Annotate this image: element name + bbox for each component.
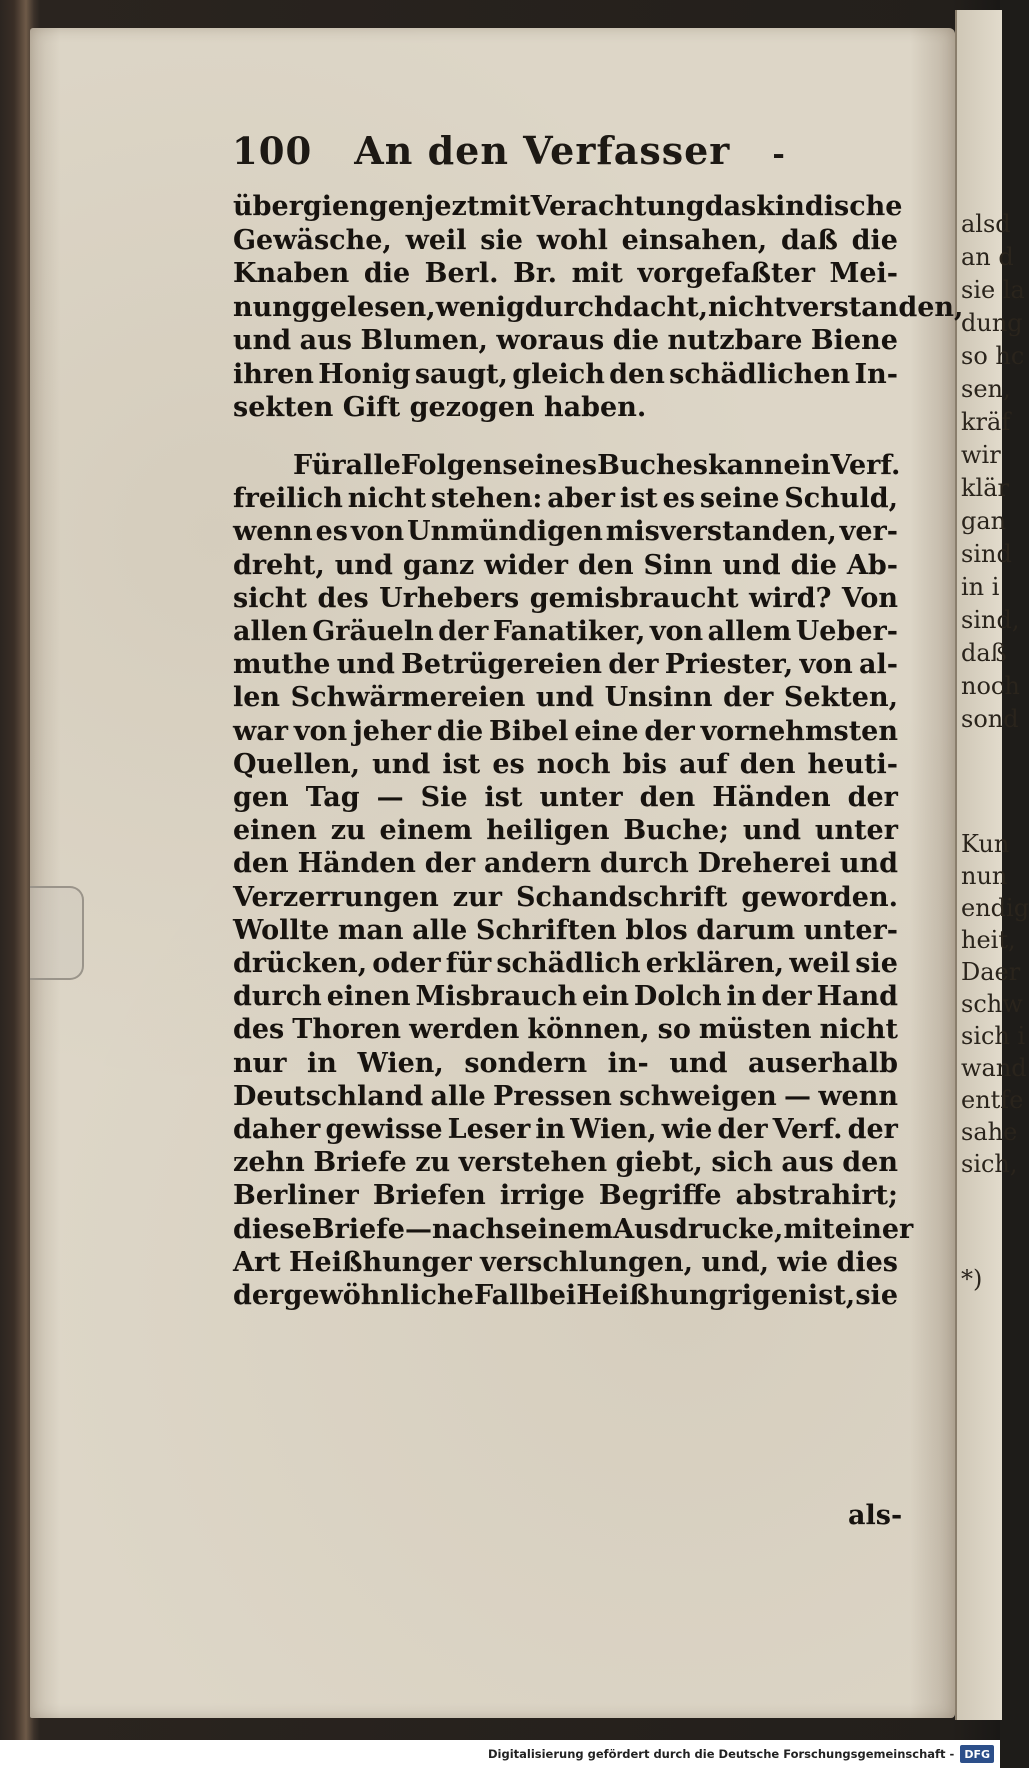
- text-line: sicht des Urhebers gemisbraucht wird? Von: [233, 582, 898, 614]
- adjacent-page-fragment: sind: [961, 540, 1012, 568]
- text-line: war von jeher die Bibel eine der vornehmsten: [233, 715, 898, 747]
- page-header: [232, 128, 785, 178]
- text-line: und aus Blumen, woraus die nutzbare Biene: [233, 325, 898, 356]
- adjacent-page-fragment: sie la: [961, 276, 1025, 304]
- text-line: muthe und Betrügereien der Priester, von al‐: [233, 649, 898, 681]
- header-dash: -: [772, 137, 785, 172]
- adjacent-page-fragment: daß: [961, 639, 1007, 667]
- dfg-logo: DFG: [960, 1745, 994, 1763]
- text-line: Deutschland alle Pressen schweigen — wenn: [233, 1080, 898, 1112]
- text-line: Gewäsche, weil sie wohl einsahen, daß die: [233, 224, 898, 256]
- text-line: daher gewisse Leser in Wien, wie der Verf. der: [233, 1114, 898, 1145]
- text-line: sekten Gift gezogen haben.: [233, 392, 647, 423]
- text-line: freilich nicht stehen: aber ist es seine Schuld,: [233, 483, 898, 515]
- page-number: 100: [232, 129, 313, 173]
- adjacent-page-fragment: sahe: [961, 1118, 1018, 1146]
- text-line: Für alle Folgen seines Buches kann ein Verf.: [293, 450, 901, 481]
- adjacent-page-fragment: nun: [961, 862, 1008, 890]
- text-line: gen Tag — Sie ist unter den Händen der: [233, 782, 898, 813]
- catchword: als‐: [848, 1500, 903, 1531]
- adjacent-page-fragment: sind,: [961, 606, 1020, 634]
- text-line: Art Heißhunger verschlungen, und, wie dies: [233, 1246, 898, 1278]
- text-line: übergiengen jezt mit Verachtung das kindische: [233, 191, 903, 222]
- text-line: dreht, und ganz wider den Sinn und die Ab‐: [233, 549, 898, 581]
- adjacent-page-fragment: wand: [961, 1054, 1027, 1082]
- text-line: einen zu einem heiligen Buche; und unter: [233, 815, 898, 847]
- adjacent-page-fragment: entfe: [961, 1086, 1024, 1114]
- adjacent-page-fragment: Daer: [961, 958, 1021, 986]
- adjacent-page-fragment: dung: [961, 309, 1023, 337]
- page-clip: [30, 886, 84, 980]
- footer-credit: Digitalisierung gefördert durch die Deutsche Forschungsgemeinschaft -: [487, 1747, 955, 1761]
- adjacent-page-fragment: an d: [961, 243, 1014, 271]
- text-line: Quellen, und ist es noch bis auf den heuti‐: [233, 748, 898, 780]
- adjacent-page-edge: [955, 10, 1029, 1720]
- text-line: nung gelesen, wenig durchdacht, nicht verstanden,: [233, 291, 964, 323]
- adjacent-page-fragment: Kun: [961, 830, 1010, 858]
- digitization-footer: [0, 1740, 1000, 1768]
- adjacent-page-fragment: sich,: [961, 1150, 1018, 1178]
- adjacent-page-fragment: noch: [961, 672, 1020, 700]
- text-line: durch einen Misbrauch ein Dolch in der Hand: [233, 981, 898, 1013]
- text-line: drücken, oder für schädlich erklären, weil sie: [233, 948, 898, 979]
- adjacent-page-fragment: heit,: [961, 926, 1016, 954]
- adjacent-page-fragment: klär: [961, 474, 1009, 502]
- adjacent-page-fragment: kräf: [961, 408, 1011, 436]
- adjacent-page-fragment: so hc: [961, 342, 1025, 370]
- adjacent-page-fragment: alsd: [961, 210, 1011, 238]
- text-line: Verzerrungen zur Schandschrift geworden.: [233, 881, 898, 913]
- text-line: wenn es von Unmündigen misverstanden, ver‐: [233, 516, 898, 548]
- adjacent-page-fragment: sond: [961, 705, 1019, 733]
- text-line: Knaben die Berl. Br. mit vorgefaßter Mei‐: [233, 258, 898, 289]
- text-line: zehn Briefe zu verstehen giebt, sich aus den: [233, 1147, 898, 1179]
- text-line: ihren Honig saugt, gleich den schädlichen In‐: [233, 358, 898, 390]
- text-line: diese Briefe — nach seinem Ausdrucke, mit einer: [233, 1213, 914, 1245]
- text-line: nur in Wien, sondern in‐ und auserhalb: [233, 1047, 898, 1079]
- running-title: An den Verfasser: [354, 128, 731, 173]
- text-line: des Thoren werden können, so müsten nicht: [233, 1014, 898, 1046]
- text-line: der gewöhnliche Fall bei Heißhungrigen ist, sie: [233, 1280, 898, 1311]
- adjacent-page-fragment: endig: [961, 894, 1029, 922]
- adjacent-page-fragment: sich i: [961, 1022, 1026, 1050]
- adjacent-page-fragment: in i: [961, 573, 1000, 601]
- adjacent-page-fragment: *): [961, 1265, 983, 1293]
- text-line: den Händen der andern durch Dreherei und: [233, 848, 898, 880]
- adjacent-page-fragment: sen,: [961, 375, 1011, 403]
- text-line: Wollte man alle Schriften blos darum unter‐: [233, 914, 898, 946]
- adjacent-page-fragment: wir: [961, 441, 1001, 469]
- text-line: len Schwärmereien und Unsinn der Sekten,: [233, 682, 898, 714]
- text-line: Berliner Briefen irrige Begriffe abstrahirt;: [233, 1180, 898, 1212]
- text-line: allen Gräueln der Fanatiker, von allem Ueber‐: [233, 616, 898, 647]
- adjacent-page-fragment: gan: [961, 507, 1007, 535]
- adjacent-page-fragment: schw: [961, 990, 1023, 1018]
